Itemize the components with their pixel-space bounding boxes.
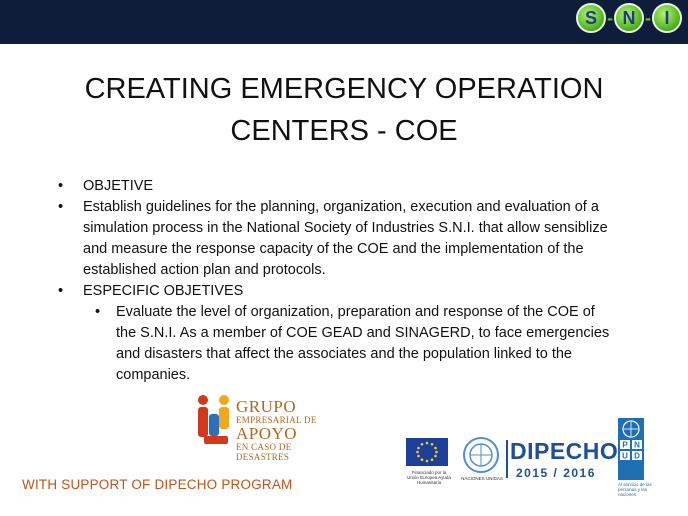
- grupo-word-empresarial: EMPRESARIAL DE: [236, 415, 317, 425]
- dipecho-wordmark: DIPECHO: [510, 438, 619, 464]
- grupo-word-grupo: GRUPO: [236, 397, 297, 416]
- pnud-letter-n: N: [634, 440, 640, 450]
- sni-logo-dash: -: [645, 8, 651, 28]
- grupo-empresarial-logo: [194, 392, 344, 462]
- slide-title-line1: CREATING EMERGENCY OPERATION: [84, 73, 604, 105]
- bullet-objective-heading: • OBJETIVE: [58, 176, 618, 197]
- dipecho-years: 2015 / 2016: [516, 466, 596, 480]
- partner-logos: [406, 430, 618, 492]
- slide-body: [58, 176, 618, 386]
- sni-logo-dash: -: [607, 8, 613, 28]
- slide-title-line2: CENTERS - COE: [230, 115, 458, 147]
- sni-logo-i: I: [652, 3, 682, 33]
- pnud-emblem-icon: [618, 418, 644, 480]
- slide-title: [40, 68, 648, 152]
- un-caption: NACIONES UNIDAS: [461, 476, 503, 481]
- un-emblem-icon: [462, 436, 500, 474]
- sni-logo-s: S: [576, 3, 606, 33]
- bullet-objective-text: • Establish guidelines for the planning, organization, execution and evaluation of a simulation process in the National Society of Industries S.N.I. that allow sensiblize and measure the response capacity of the COE and the implementation of the established action plan and protocols.: [58, 197, 618, 281]
- support-footer-text: WITH SUPPORT OF DIPECHO PROGRAM: [22, 477, 293, 492]
- grupo-wordmark: [236, 398, 344, 462]
- pnud-caption: Al servicio de las personas y las naciones: [618, 482, 652, 497]
- pnud-letter-p: P: [622, 440, 628, 450]
- sub-bullet-evaluate: • Evaluate the level of organization, preparation and response of the COE of the S.N.I. As a member of COE GEAD and SINAGERD, to face emergencies and disasters that affect the associates and the population linked to the companies.: [58, 302, 618, 386]
- pnud-letter-u: U: [622, 451, 628, 461]
- eu-caption: Financiado por la Unión Europea Ayuda Humanitaria: [407, 470, 451, 485]
- grupo-people-icon: [194, 392, 234, 452]
- bullet-specific-objectives-heading: • ESPECIFIC OBJETIVES: [58, 281, 618, 302]
- grupo-word-desastres: EN CASO DE DESASTRES: [236, 442, 292, 462]
- sni-logo: [576, 3, 682, 33]
- pnud-logo: [618, 418, 646, 480]
- eu-flag-icon: [406, 438, 448, 466]
- pnud-letter-d: D: [634, 451, 640, 461]
- dipecho-divider: [506, 440, 508, 478]
- sni-logo-n: N: [614, 3, 644, 33]
- grupo-word-apoyo: APOYO: [236, 424, 298, 443]
- top-header-bar: [0, 0, 688, 44]
